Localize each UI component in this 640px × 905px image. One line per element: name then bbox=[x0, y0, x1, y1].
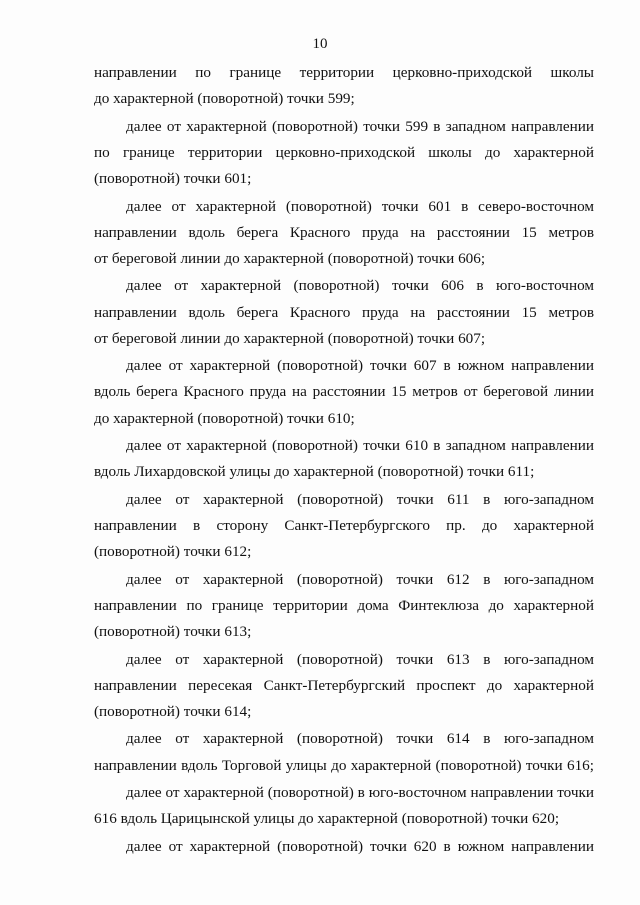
body-text bbox=[94, 60, 594, 860]
text-line: направлении по границе территории дома Финтеклюза до характерной bbox=[94, 596, 594, 614]
paragraph-first-line: далее от характерной (поворотной) точки 613 в юго-западном bbox=[126, 650, 594, 668]
text-line: от береговой линии до характерной (поворотной) точки 607; bbox=[94, 329, 486, 347]
paragraph-first-line: далее от характерной (поворотной) точки 611 в юго-западном bbox=[126, 490, 594, 508]
page-number: 10 bbox=[312, 36, 328, 52]
paragraph-first-line: далее от характерной (поворотной) точки 612 в юго-западном bbox=[126, 570, 594, 588]
text-line: направлении в сторону Санкт-Петербургского пр. до характерной bbox=[94, 516, 594, 534]
paragraph-first-line: далее от характерной (поворотной) точки 606 в юго-восточном bbox=[126, 277, 594, 295]
text-line: по границе территории церковно-приходской школы до характерной bbox=[94, 143, 594, 161]
text-line: направлении по границе территории церковно-приходской школы bbox=[94, 64, 594, 81]
paragraph-first-line: далее от характерной (поворотной) в юго-восточном направлении точки bbox=[126, 784, 594, 802]
text-line: до характерной (поворотной) точки 599; bbox=[94, 90, 355, 108]
text-line: (поворотной) точки 601; bbox=[94, 170, 252, 188]
text-line: от береговой линии до характерной (поворотной) точки 606; bbox=[94, 249, 486, 267]
text-line: направлении вдоль Торговой улицы до характерной (поворотной) точки 616; bbox=[94, 756, 594, 774]
text-line: 616 вдоль Царицынской улицы до характерной (поворотной) точки 620; bbox=[94, 810, 560, 828]
text-line: вдоль берега Красного пруда на расстоянии 15 метров от береговой линии bbox=[94, 383, 594, 401]
paragraph-first-line: далее от характерной (поворотной) точки 614 в юго-западном bbox=[126, 730, 594, 748]
paragraph-first-line: далее от характерной (поворотной) точки 620 в южном направлении bbox=[126, 837, 594, 855]
paragraph-first-line: далее от характерной (поворотной) точки 599 в западном направлении bbox=[126, 117, 594, 135]
text-line: (поворотной) точки 613; bbox=[94, 623, 252, 641]
text-line: вдоль Лихардовской улицы до характерной (поворотной) точки 611; bbox=[94, 463, 535, 481]
text-line: до характерной (поворотной) точки 610; bbox=[94, 409, 355, 427]
paragraph-first-line: далее от характерной (поворотной) точки 601 в северо-восточном bbox=[126, 197, 594, 215]
text-line: (поворотной) точки 614; bbox=[94, 702, 252, 720]
text-line: направлении вдоль берега Красного пруда на расстоянии 15 метров bbox=[94, 223, 594, 241]
paragraph-first-line: далее от характерной (поворотной) точки 607 в южном направлении bbox=[126, 357, 594, 375]
text-line: направлении вдоль берега Красного пруда на расстоянии 15 метров bbox=[94, 303, 594, 321]
paragraph-first-line: далее от характерной (поворотной) точки 610 в западном направлении bbox=[126, 437, 594, 455]
text-line: (поворотной) точки 612; bbox=[94, 543, 252, 561]
text-line: направлении пересекая Санкт-Петербургский проспект до характерной bbox=[94, 676, 594, 694]
